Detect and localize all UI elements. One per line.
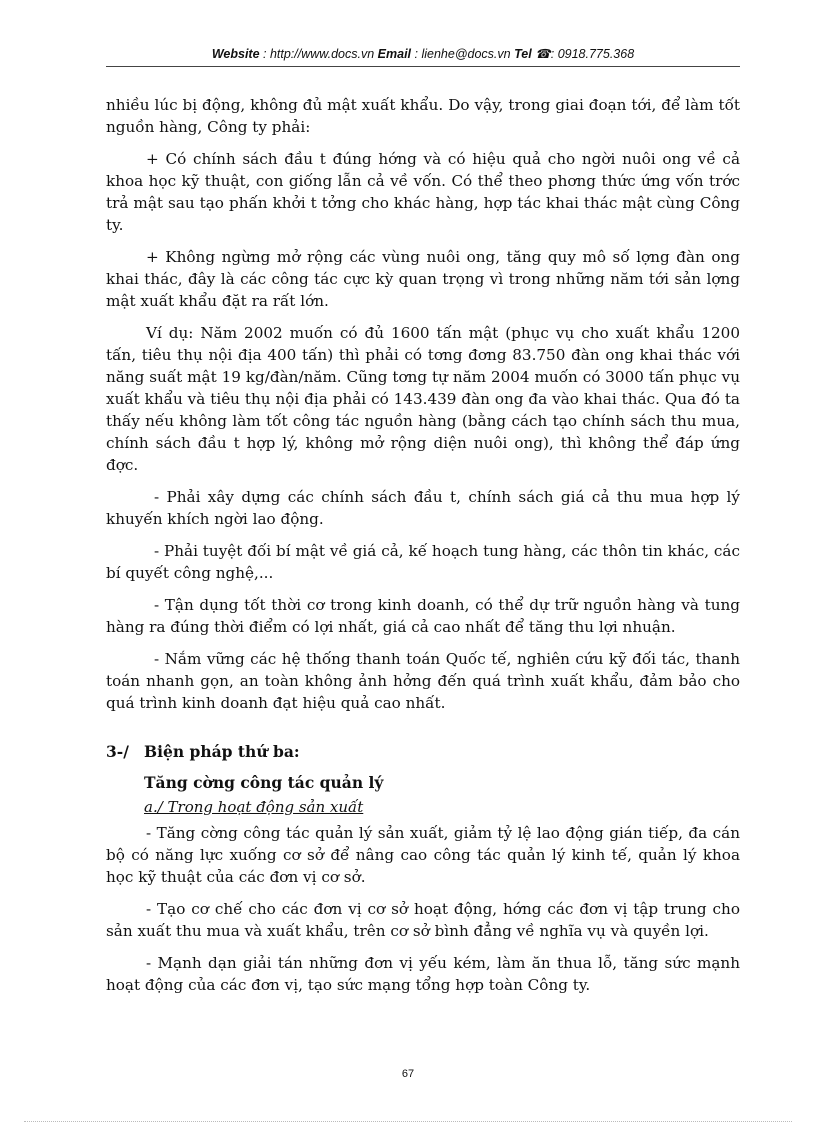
section-number: 3-/ <box>106 742 129 761</box>
paragraph-bullet-opportunity: - Tận dụng tốt thời cơ trong kinh doanh, có thể dự trữ nguồn hàng và tung hàng ra đúng thời điểm có lợi nhất, giá cả cao nhất để tăng thu lợi nhuận. <box>106 596 740 636</box>
paragraph-example: Ví dụ: Năm 2002 muốn có đủ 1600 tấn mật (phục vụ cho xuất khẩu 1200 tấn, tiêu thụ nội địa 400 tấn) thì phải có tơng đơng 83.750 đàn ong khai thác với năng suất mật 19 kg/đàn/năm. Cũng tơng tự năm 2004 muốn có 3000 tấn phục vụ xuất khẩu và tiêu thụ nội địa phải có 143.439 đàn ong đa vào khai thác. Qua đó ta thấy nếu không làm tốt công tác nguồn hàng (bằng cách tạo chính sách thu mua, chính sách đầu t hợp lý, không mở rộng diện nuôi ong), thì không thể đáp ứng đợc. <box>106 324 740 474</box>
section-subtitle: Tăng cờng công tác quản lý <box>144 773 384 792</box>
paragraph-bullet-secrecy: - Phải tuyệt đối bí mật về giá cả, kế hoạch tung hàng, các thôn tin khác, các bí quyết công nghệ,... <box>106 542 740 582</box>
header-divider <box>106 66 740 67</box>
paragraph-mechanism: - Tạo cơ chế cho các đơn vị cơ sở hoạt động, hớng các đơn vị tập trung cho sản xuất thu mua và xuất khẩu, trên cơ sở bình đẳng về nghĩa vụ và quyền lợi. <box>106 900 740 940</box>
paragraph-policy-investment: + Có chính sách đầu t đúng hớng và có hiệu quả cho ngời nuôi ong về cả khoa học kỹ thuật, con giống lẫn cả về vốn. Có thể theo phơng thức ứng vốn trớc trả mật sau tạo phấn khởi t tởng cho khác hàng, hợp tác khai thác mật cùng Công ty. <box>106 150 740 234</box>
footer-divider <box>24 1121 792 1122</box>
email-label: Email <box>377 47 412 61</box>
document-body <box>106 94 740 1006</box>
section-title: Biện pháp thứ ba: <box>144 742 300 761</box>
website-label: Website <box>211 47 260 61</box>
paragraph-management: - Tăng cờng công tác quản lý sản xuất, giảm tỷ lệ lao động gián tiếp, đa cán bộ có năng lực xuống cơ sở để nâng cao công tác quản lý kinh tế, quản lý khoa học kỹ thuật của các đơn vị cơ sở. <box>106 824 740 886</box>
paragraph-intro: nhiều lúc bị động, không đủ mật xuất khẩu. Do vậy, trong giai đoạn tới, để làm tốt nguồn hàng, Công ty phải: <box>106 96 740 136</box>
tel-value: : 0918.775.368 <box>550 47 635 61</box>
paragraph-bullet-investment: - Phải xây dựng các chính sách đầu t, chính sách giá cả thu mua hợp lý khuyến khích ngời lao động. <box>106 488 740 528</box>
subsection-heading: a./ Trong hoạt động sản xuất <box>144 798 364 816</box>
phone-icon: ☎ <box>535 47 551 61</box>
tel-label: Tel <box>514 47 532 61</box>
page-header <box>106 46 740 61</box>
page-number: 67 <box>401 1068 415 1080</box>
website-value: : http://www.docs.vn <box>263 47 375 61</box>
paragraph-dissolve: - Mạnh dạn giải tán những đơn vị yếu kém, làm ăn thua lỗ, tăng sức mạnh hoạt động của các đơn vị, tạo sức mạng tổng hợp toàn Công ty. <box>106 954 740 994</box>
paragraph-bullet-payment: - Nắm vững các hệ thống thanh toán Quốc tế, nghiên cứu kỹ đối tác, thanh toán nhanh gọn, an toàn không ảnh hởng đến quá trình xuất khẩu, đảm bảo cho quá trình kinh doanh đạt hiệu quả cao nhất. <box>106 650 740 712</box>
email-value: : lienhe@docs.vn <box>414 47 511 61</box>
section-heading <box>106 742 740 761</box>
paragraph-expand-areas: + Không ngừng mở rộng các vùng nuôi ong, tăng quy mô số lợng đàn ong khai thác, đây là các công tác cực kỳ quan trọng vì trong những năm tới sản lợng mật xuất khẩu đặt ra rất lớn. <box>106 248 740 310</box>
